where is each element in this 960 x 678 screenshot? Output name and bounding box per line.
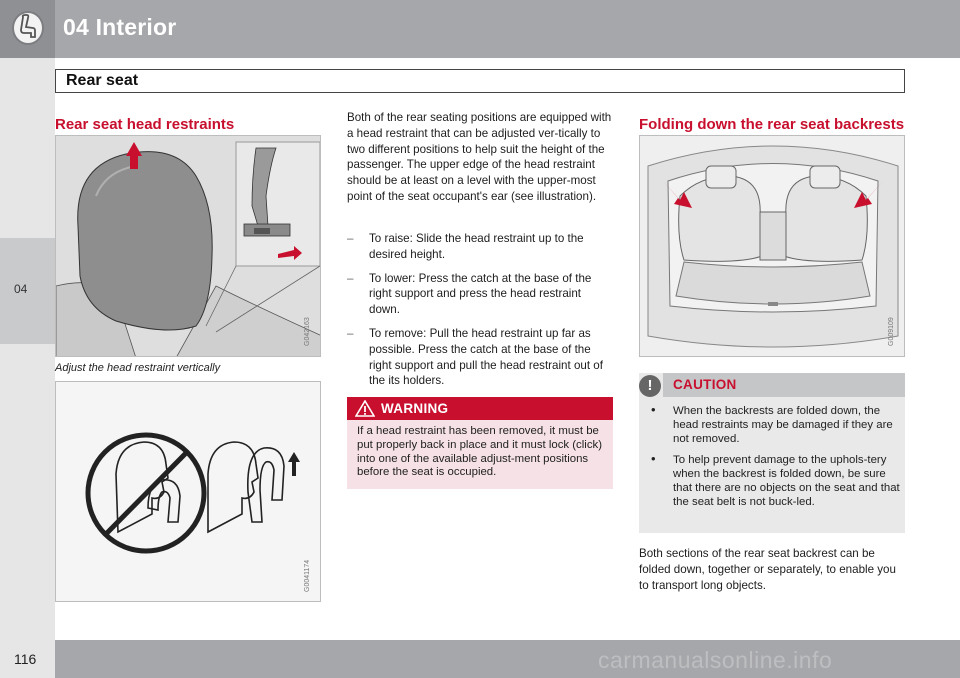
- bullet-symbol: •: [651, 451, 656, 466]
- section-bar: [55, 69, 905, 93]
- section-heading-fold-backrests: Folding down the rear seat backrests: [639, 116, 905, 133]
- warning-box: [347, 397, 613, 489]
- caution-title: CAUTION: [673, 377, 737, 392]
- chapter-title: 04 Interior: [63, 14, 177, 40]
- cargo-area-figure: [639, 135, 905, 357]
- list-item: – To lower: Press the catch at the base of the right support and press the head restraint down.: [347, 271, 592, 317]
- figure-code: G0041174: [304, 559, 311, 592]
- bullet-symbol: •: [651, 402, 656, 417]
- head-position-illustration: [56, 382, 321, 602]
- caution-list: [647, 404, 901, 516]
- list-item: – To remove: Pull the head restraint up far as possible. Press the catch at the base of the right support and pull the head restraint out of the its holders.: [347, 326, 603, 388]
- head-restraint-figure: [55, 135, 321, 357]
- warning-title: WARNING: [381, 401, 449, 416]
- warning-header: [347, 397, 613, 420]
- adjustment-steps-list: [347, 231, 613, 397]
- page-number: 116: [14, 651, 37, 667]
- section-title: Rear seat: [66, 72, 139, 89]
- head-restraint-illustration: [56, 136, 321, 357]
- list-item: • When the backrests are folded down, the head restraints may be damaged if they are not removed.: [651, 402, 893, 445]
- closing-paragraph: Both sections of the rear seat backrest can be folded down, together or separately, to enable you to transport long objects.: [639, 547, 896, 592]
- list-item: • To help prevent damage to the uphols-tery when the backrest is folded down, be sure that there are no objects on the seat and that the seat belt is not buck-led.: [651, 451, 900, 508]
- chapter-tab-label: 04: [14, 282, 28, 296]
- head-position-figure: [55, 381, 321, 602]
- figure-caption: Adjust the head restraint vertically: [55, 362, 221, 374]
- figure-code: G009109: [888, 317, 895, 346]
- caution-box: [639, 373, 905, 533]
- watermark: carmanualsonline.info: [598, 647, 833, 673]
- chapter-tab: [0, 238, 55, 344]
- dash-symbol: –: [347, 326, 354, 340]
- list-item: – To raise: Slide the head restraint up to the desired height.: [347, 232, 584, 261]
- intro-paragraph: Both of the rear seating positions are equipped with a head restraint that can be adjusted ver-tically to two different positions to help suit the height of the passenger. The upper edge of the head restraint should be at least on a level with the upper-most point of the seat occupant's ear (see illustration).: [347, 111, 612, 203]
- warning-triangle-icon: [355, 400, 375, 417]
- figure-code: G042163: [304, 317, 311, 346]
- dash-symbol: –: [347, 271, 354, 285]
- dash-symbol: –: [347, 232, 354, 245]
- section-heading-head-restraints: Rear seat head restraints: [55, 116, 235, 133]
- seat-icon: [12, 11, 44, 45]
- side-strip: [0, 58, 55, 640]
- warning-text: If a head restraint has been removed, it must be put properly back in place and it must lock (click) into one of the available adjust-ment positions before the seat is occupied.: [357, 425, 602, 479]
- cargo-area-illustration: [640, 136, 905, 357]
- caution-exclamation-icon: !: [639, 375, 661, 397]
